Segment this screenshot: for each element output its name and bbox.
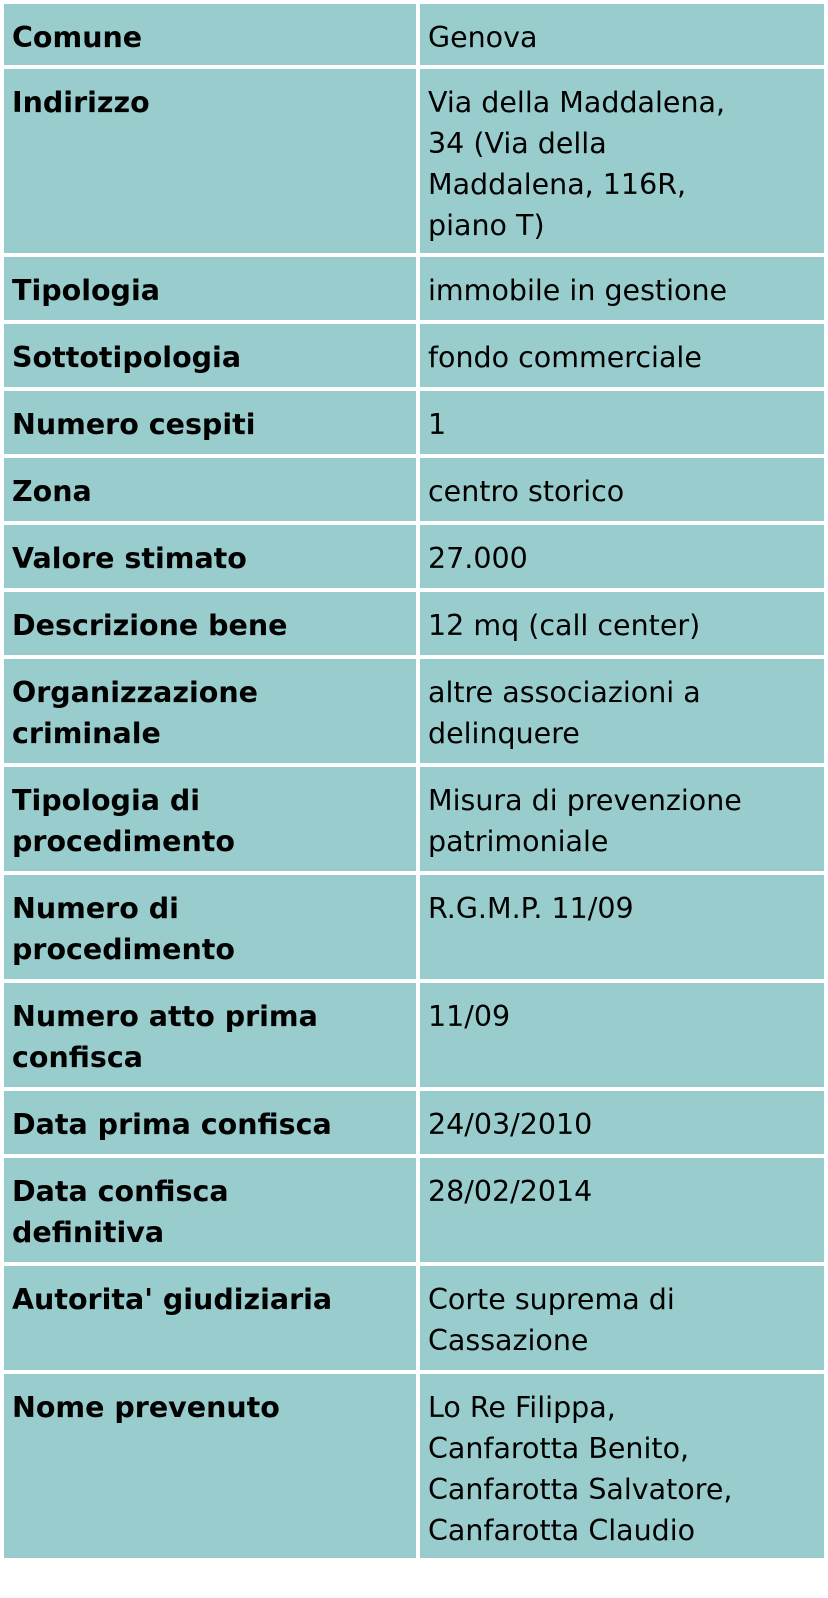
table-row: [4, 592, 824, 655]
field-value-zona: centro storico: [420, 458, 824, 521]
field-label-nome-prevenuto: Nome prevenuto: [4, 1374, 416, 1558]
table-row: [4, 525, 824, 588]
table-row: [4, 767, 824, 871]
field-value-numero-atto-prima-confisca: 11/09: [420, 983, 824, 1087]
field-label-sottotipologia: Sottotipologia: [4, 324, 416, 387]
field-label-tipologia-procedimento: Tipologia di procedimento: [4, 767, 416, 871]
field-label-indirizzo: Indirizzo: [4, 69, 416, 253]
table-row: [4, 1158, 824, 1262]
table-row: [4, 659, 824, 763]
field-label-autorita-giudiziaria: Autorita' giudiziaria: [4, 1266, 416, 1370]
field-label-numero-cespiti: Numero cespiti: [4, 391, 416, 454]
field-value-organizzazione-criminale: altre associazioni a delinquere: [420, 659, 824, 763]
field-value-numero-procedimento: R.G.M.P. 11/09: [420, 875, 824, 979]
field-label-descrizione-bene: Descrizione bene: [4, 592, 416, 655]
table-row: [4, 458, 824, 521]
field-label-organizzazione-criminale: Organizzazione criminale: [4, 659, 416, 763]
field-label-valore-stimato: Valore stimato: [4, 525, 416, 588]
table-row: [4, 1091, 824, 1154]
field-label-zona: Zona: [4, 458, 416, 521]
table-row: [4, 875, 824, 979]
table-row: [4, 983, 824, 1087]
field-value-autorita-giudiziaria: Corte suprema di Cassazione: [420, 1266, 824, 1370]
field-value-sottotipologia: fondo commerciale: [420, 324, 824, 387]
field-label-comune: Comune: [4, 4, 416, 65]
field-label-data-prima-confisca: Data prima confisca: [4, 1091, 416, 1154]
table-row: [4, 1266, 824, 1370]
field-label-numero-procedimento: Numero di procedimento: [4, 875, 416, 979]
field-value-valore-stimato: 27.000: [420, 525, 824, 588]
table-row: [4, 1374, 824, 1558]
table-row: [4, 4, 824, 65]
table-row: [4, 391, 824, 454]
field-value-numero-cespiti: 1: [420, 391, 824, 454]
field-value-nome-prevenuto: Lo Re Filippa, Canfarotta Benito, Canfarotta Salvatore, Canfarotta Claudio: [420, 1374, 824, 1558]
field-value-indirizzo: Via della Maddalena, 34 (Via della Maddalena, 116R, piano T): [420, 69, 824, 253]
field-label-numero-atto-prima-confisca: Numero atto prima confisca: [4, 983, 416, 1087]
field-label-data-confisca-definitiva: Data confisca definitiva: [4, 1158, 416, 1262]
table-row: [4, 324, 824, 387]
field-value-tipologia-procedimento: Misura di prevenzione patrimoniale: [420, 767, 824, 871]
field-value-tipologia: immobile in gestione: [420, 257, 824, 320]
field-label-tipologia: Tipologia: [4, 257, 416, 320]
table-row: [4, 257, 824, 320]
field-value-data-confisca-definitiva: 28/02/2014: [420, 1158, 824, 1262]
field-value-data-prima-confisca: 24/03/2010: [420, 1091, 824, 1154]
field-value-comune: Genova: [420, 4, 824, 65]
table-row: [4, 69, 824, 253]
field-value-descrizione-bene: 12 mq (call center): [420, 592, 824, 655]
